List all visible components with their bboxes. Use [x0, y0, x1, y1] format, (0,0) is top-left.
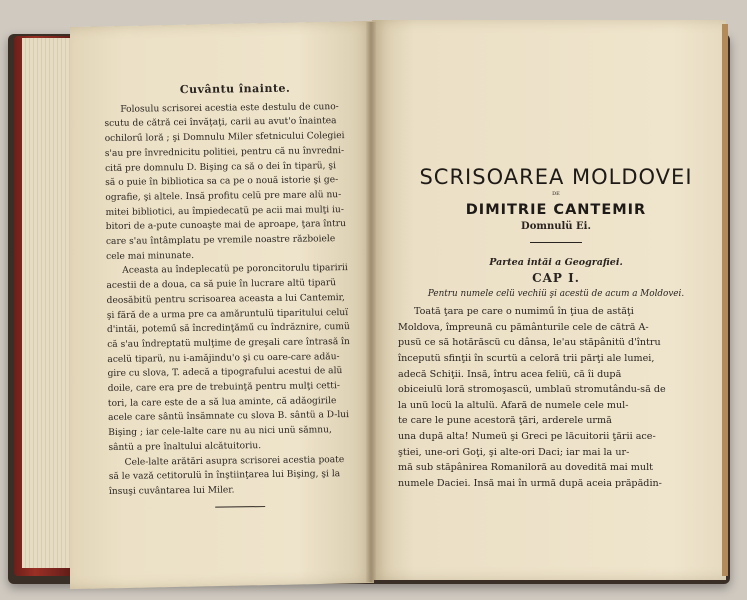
- author-subtitle: Domnulü Ei.: [521, 220, 591, 232]
- text-line: Folosulu scrisorei acestia este destulu de cuno-: [120, 101, 339, 115]
- book-title: SCRISOAREA MOLDOVEI: [419, 165, 693, 189]
- preface-paragraph-3: [109, 452, 372, 499]
- text-line: numele Daciei. Insă mai în urmă după aceia prăpădin-: [398, 477, 662, 489]
- text-line: obiceiulü loră stromoşascü, umblaü stromutându-să de: [398, 384, 666, 396]
- preface-paragraph-2: [106, 261, 370, 455]
- left-page-text: [104, 81, 371, 509]
- text-line: mitei bibliotici, au împiedecatü pe acii mai mulţi iu-: [105, 204, 344, 218]
- text-line: că s'au îndreptatü mulţime de greşali care întrasă în: [107, 336, 350, 350]
- text-line: să le vază cetitorulü în înştiinţarea lui Bişing, şi la: [108, 469, 341, 483]
- text-line: să o puie în bibliotica sa ca pe o nouă istorie şi ge-: [105, 175, 339, 189]
- text-line: te care le pune acestoră ţări, arderele urmă: [398, 415, 612, 427]
- part-heading: Partea intăi a Geografiei.: [489, 257, 623, 269]
- chapter-subtitle: Pentru numele celü vechiü şi acestü de acum a Moldovei.: [427, 288, 685, 299]
- text-line: bitori de a-pute cunoaşte mai de aproape, ţara întru: [105, 219, 347, 233]
- text-line: Bişing ; iar cele-lalte care nu au nici unü sămnu,: [108, 425, 332, 439]
- text-line: cită pre domnulu D. Bişing ca să o dei în tiparü, şi: [104, 160, 337, 174]
- text-line: ografie, şi altele. Insă profitu celü pre mare alü nu-: [105, 190, 342, 203]
- chapter-heading: CAP I.: [532, 270, 580, 285]
- text-line: mă sub stăpânirea Romaniloră au dovedită mai mult: [398, 462, 653, 474]
- text-line: scutu de cătră cei învăţaţi, carii au avut'o înaintea: [104, 116, 337, 130]
- chapter-paragraph: [398, 304, 714, 491]
- text-line: şi fără de a urma pre ca amăruntulü tiparitului celuï: [106, 307, 349, 321]
- text-line: la unü locü la altulü. Afară de numele cele mul-: [398, 399, 629, 411]
- text-line: cele mai minunate.: [106, 250, 195, 262]
- text-line: una după alta! Numeü şi Greci pe lăcuitorii ţării ace-: [398, 430, 656, 442]
- text-line: doile, care era pre de trebuinţă pentru mulţi cetti-: [107, 381, 340, 395]
- book-author: DIMITRIE CANTEMIR: [465, 202, 647, 219]
- text-line: Toată ţara pe care o numimű în ţiua de astăţi: [414, 306, 634, 318]
- text-line: Cele-lalte arătări asupra scrisorei acestia poate: [124, 454, 345, 468]
- text-line: însuşi cuvântarea lui Miler.: [108, 485, 235, 497]
- title-rule: [530, 242, 582, 243]
- text-line: s'au pre învrednicitu politiei, pentru că nu învredni-: [104, 145, 345, 159]
- text-line: adecă Schiţii. Insă, întru acea feliü, că îi după: [398, 368, 622, 380]
- right-page-edge: [722, 24, 728, 576]
- preface-heading: Cuvântu înainte.: [179, 81, 291, 97]
- right-page-text: [398, 165, 714, 491]
- text-line: ştiei, une-ori Goţi, şi alte-ori Daci; iar mai la ur-: [398, 446, 630, 458]
- text-line: acelü tiparü, nu i-amăjindu'o şi cu oare-care adău-: [107, 351, 340, 365]
- text-line: gire cu slova, T. adecă a tipografului acestui de alü: [107, 366, 343, 380]
- text-line: acestii de a doua, ca să puie în lucrare altü tiparü: [106, 278, 337, 292]
- text-line: acele care sântü însămnate cu slova B. sântü a D-lui: [108, 410, 350, 424]
- text-line: deosăbitü pentru scrisoarea aceasta a lui Cantemir,: [106, 292, 345, 306]
- text-line: începutü sfinţii în scurtü a celoră trii părţi ale lumei,: [398, 352, 655, 364]
- text-line: Moldova, împreună cu pământurile cele de cătră A-: [398, 321, 649, 333]
- text-line: pusü ce să hotărăscü cu dânsa, le'au stăpânitü d'întru: [398, 337, 661, 349]
- text-line: care s'au întâmplatu pe vremile noastre războiele: [105, 234, 336, 248]
- preface-paragraph-1: [104, 100, 368, 265]
- text-line: tori, la care este de a să lua aminte, că adăogirile: [107, 395, 337, 409]
- title-connector: DE: [552, 190, 560, 197]
- text-line: Aceasta au îndeplecatü pe poroncitorulu tiparirii: [122, 263, 348, 277]
- text-line: d'intăi, potemű să încredinţămű cu îndrăznire, cumü: [106, 322, 350, 336]
- text-line: sântü a pre înaltului alcătuitoriu.: [108, 440, 262, 453]
- text-line: ochilorű loră ; şi Domnulu Miler sfetnicului Colegiei: [104, 131, 345, 145]
